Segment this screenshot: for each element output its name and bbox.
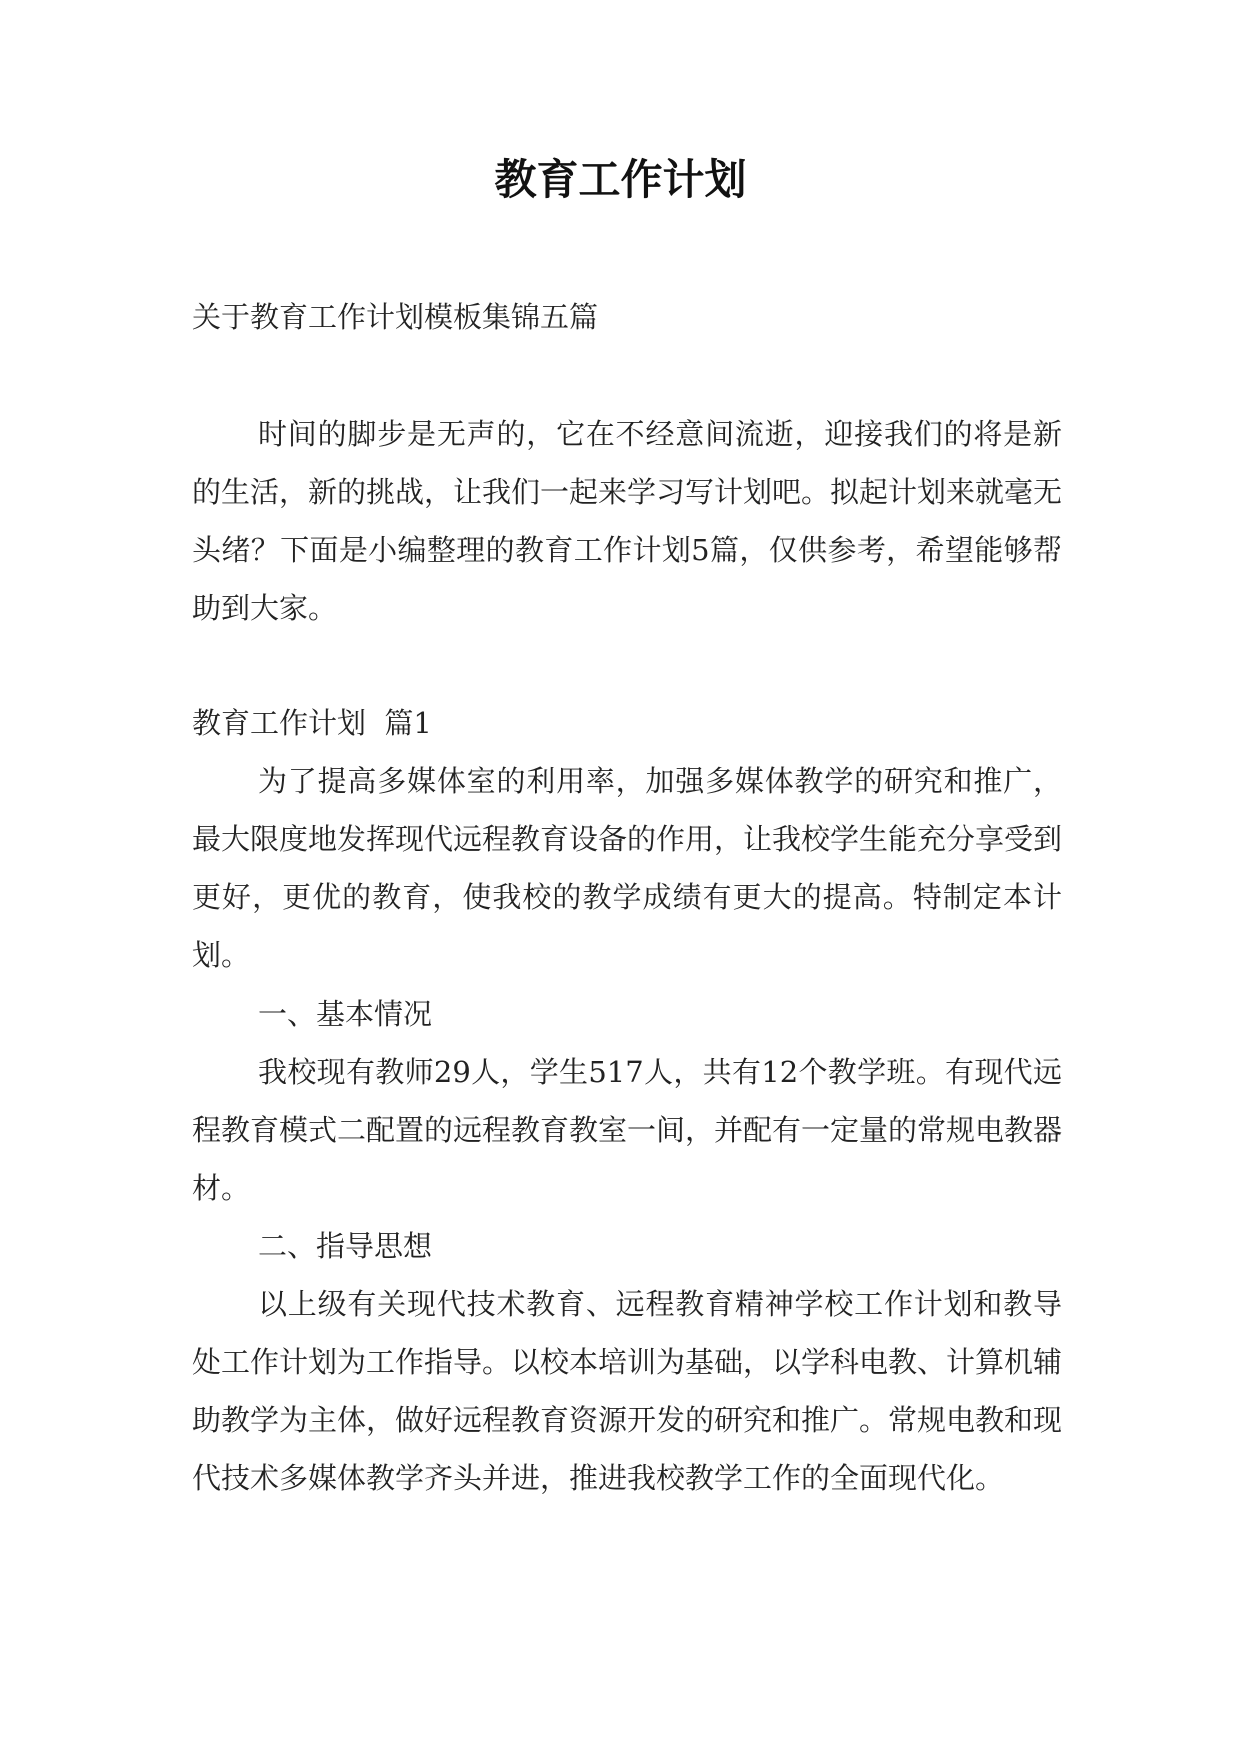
paragraph-purpose: 为了提高多媒体室的利用率，加强多媒体教学的研究和推广，最大限度地发挥现代远程教育设备的作用，让我校学生能充分享受到更好，更优的教育，使我校的教学成绩有更大的提高。特制定本计划。 [192,764,1063,972]
document-subtitle: 关于教育工作计划模板集锦五篇 [192,300,599,334]
intro-paragraph: 时间的脚步是无声的，它在不经意间流逝，迎接我们的将是新的生活，新的挑战，让我们一起来学习写计划吧。拟起计划来就毫无头绪？下面是小编整理的教育工作计划5篇，仅供参考，希望能够帮助到大家。 [192,417,1063,625]
document-title: 教育工作计划 [494,155,747,204]
paragraph-basic-situation: 我校现有教师29人，学生517人，共有12个教学班。有现代远程教育模式二配置的远程教育教室一间，并配有一定量的常规电教器材。 [192,1055,1063,1205]
heading-guiding-ideology: 二、指导思想 [258,1229,433,1263]
paragraph-guiding-ideology: 以上级有关现代技术教育、远程教育精神学校工作计划和教导处工作计划为工作指导。以校本培训为基础，以学科电教、计算机辅助教学为主体，做好远程教育资源开发的研究和推广。常规电教和现代技术多媒体教学齐头并进，推进我校教学工作的全面现代化。 [192,1287,1063,1495]
section-heading: 教育工作计划 篇1 [192,706,432,740]
heading-basic-situation: 一、基本情况 [258,997,433,1031]
